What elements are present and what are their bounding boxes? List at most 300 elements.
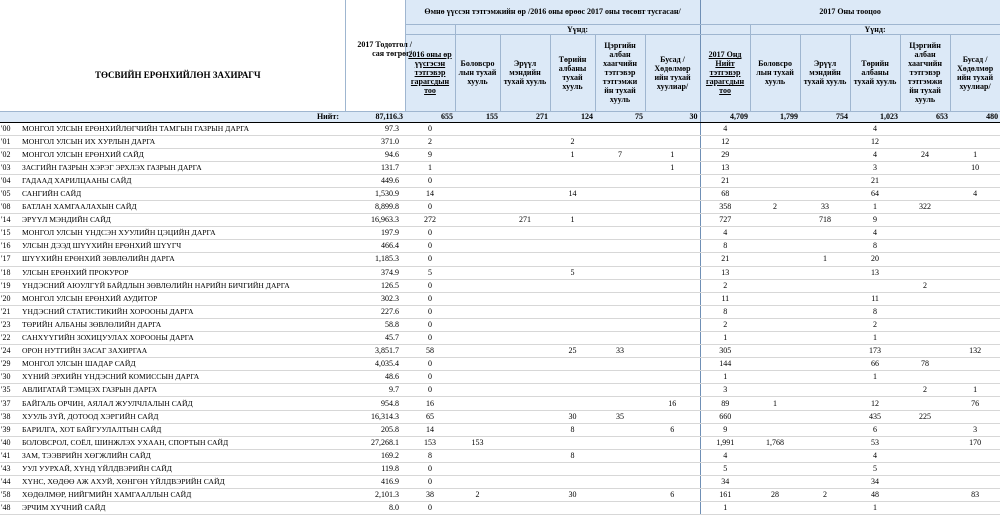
- row-current-1: 2: [750, 201, 800, 214]
- table-row: [0, 476, 1000, 489]
- table-row: [0, 122, 1000, 135]
- row-current-0: 68: [700, 187, 750, 200]
- row-prior-5: [645, 240, 700, 253]
- row-code: '22: [0, 332, 20, 345]
- row-prior-2: [500, 371, 550, 384]
- prior-civil-header: Төрийн албаны тухай хууль: [550, 34, 595, 111]
- row-current-0: 1: [700, 332, 750, 345]
- row-current-3: 4: [850, 148, 900, 161]
- row-current-2: [800, 187, 850, 200]
- row-prior-5: [645, 502, 700, 515]
- row-current-3: 66: [850, 358, 900, 371]
- row-name: МОНГОЛ УЛСЫН ЕРӨНХИЙЛӨГЧИЙН ТАМГЫН ГАЗРЫН ДАРГА: [20, 122, 345, 135]
- prior-sub-spacer: [405, 24, 455, 34]
- row-name: ХҮНС, ХӨДӨӨ АЖ АХУЙ, ХӨНГӨН ҮЙЛДВЭРИЙН САЙД: [20, 476, 345, 489]
- row-prior-3: [550, 436, 595, 449]
- row-prior-4: [595, 135, 645, 148]
- total-row: [0, 111, 1000, 122]
- row-current-1: [750, 502, 800, 515]
- row-code: '35: [0, 384, 20, 397]
- total-current-0: 4,709: [700, 111, 750, 122]
- row-current-1: [750, 253, 800, 266]
- row-prior-5: [645, 279, 700, 292]
- row-current-5: 83: [950, 489, 1000, 502]
- row-prior-5: 6: [645, 489, 700, 502]
- table-row: [0, 174, 1000, 187]
- row-code: '00: [0, 122, 20, 135]
- row-current-5: [950, 227, 1000, 240]
- row-current-2: 1: [800, 253, 850, 266]
- row-current-5: 76: [950, 397, 1000, 410]
- row-prior-0: 0: [405, 318, 455, 331]
- row-prior-5: [645, 201, 700, 214]
- row-current-2: [800, 423, 850, 436]
- row-name: БОЛОВСРОЛ, СОЁЛ, ШИНЖЛЭХ УХААН, СПОРТЫН САЙД: [20, 436, 345, 449]
- row-prior-3: [550, 358, 595, 371]
- row-prior-5: [645, 318, 700, 331]
- row-current-4: 322: [900, 201, 950, 214]
- row-current-0: 8: [700, 305, 750, 318]
- row-current-0: 2: [700, 318, 750, 331]
- row-budget: 1,185.3: [345, 253, 405, 266]
- row-prior-4: [595, 476, 645, 489]
- row-prior-3: [550, 476, 595, 489]
- row-code: '04: [0, 174, 20, 187]
- row-current-2: 718: [800, 214, 850, 227]
- row-prior-3: 25: [550, 345, 595, 358]
- row-current-2: [800, 122, 850, 135]
- row-current-1: 1,768: [750, 436, 800, 449]
- row-current-0: 1: [700, 371, 750, 384]
- row-prior-4: [595, 122, 645, 135]
- row-name: ЗАМ, ТЭЭВРИЙН ХӨГЖЛИЙН САЙД: [20, 449, 345, 462]
- row-prior-5: [645, 253, 700, 266]
- row-prior-1: [455, 305, 500, 318]
- row-current-5: [950, 462, 1000, 475]
- row-name: ҮНДЭСНИЙ АЮУЛГҮЙ БАЙДЛЫН ЗӨВЛӨЛИЙН НАРИЙН БИЧГИЙН ДАРГА: [20, 279, 345, 292]
- row-prior-3: 5: [550, 266, 595, 279]
- row-budget: 374.9: [345, 266, 405, 279]
- row-current-1: [750, 371, 800, 384]
- row-prior-4: [595, 201, 645, 214]
- row-current-1: [750, 384, 800, 397]
- row-current-2: [800, 397, 850, 410]
- row-current-1: [750, 135, 800, 148]
- row-prior-0: 65: [405, 410, 455, 423]
- row-prior-3: [550, 318, 595, 331]
- row-prior-1: [455, 358, 500, 371]
- row-budget: 16,963.3: [345, 214, 405, 227]
- row-current-4: [900, 174, 950, 187]
- current-other-header: Бусад /Хөдөлмөр ийн тухай хуулиар/: [950, 34, 1000, 111]
- row-current-4: 2: [900, 384, 950, 397]
- row-prior-4: [595, 305, 645, 318]
- row-current-4: [900, 502, 950, 515]
- row-prior-1: [455, 187, 500, 200]
- row-current-2: [800, 384, 850, 397]
- row-code: '30: [0, 371, 20, 384]
- table-row: [0, 502, 1000, 515]
- table-row: [0, 266, 1000, 279]
- row-current-0: 21: [700, 253, 750, 266]
- row-prior-3: 8: [550, 449, 595, 462]
- row-current-3: 9: [850, 214, 900, 227]
- row-name: МОНГОЛ УЛСЫН ЕРӨНХИЙ САЙД: [20, 148, 345, 161]
- row-prior-1: [455, 122, 500, 135]
- row-current-5: [950, 476, 1000, 489]
- row-prior-5: 1: [645, 148, 700, 161]
- row-code: '08: [0, 201, 20, 214]
- row-prior-2: [500, 449, 550, 462]
- row-current-2: [800, 227, 850, 240]
- row-current-3: 4: [850, 227, 900, 240]
- row-prior-2: [500, 227, 550, 240]
- row-prior-2: [500, 397, 550, 410]
- current-total-header: 2017 Онд Нийт тэтгэвэр гарагсдын тоо: [700, 34, 750, 111]
- row-budget: 2,101.3: [345, 489, 405, 502]
- row-name: УУЛ УУРХАЙ, ХҮНД ҮЙЛДВЭРИЙН САЙД: [20, 462, 345, 475]
- row-current-3: 34: [850, 476, 900, 489]
- row-prior-4: [595, 161, 645, 174]
- row-current-1: [750, 266, 800, 279]
- prior-total-header: 2016 оны өр үүсгэсэн тэтгэвэр гарагсдын тоо: [405, 34, 455, 111]
- row-prior-4: [595, 214, 645, 227]
- row-prior-0: 0: [405, 358, 455, 371]
- row-prior-0: 14: [405, 187, 455, 200]
- row-budget: 227.6: [345, 305, 405, 318]
- row-current-4: 225: [900, 410, 950, 423]
- row-prior-0: 0: [405, 305, 455, 318]
- row-current-1: [750, 410, 800, 423]
- row-name: ШҮҮХИЙН ЕРӨНХИЙ ЗӨВЛӨЛИЙН ДАРГА: [20, 253, 345, 266]
- row-current-5: 4: [950, 187, 1000, 200]
- row-current-1: [750, 214, 800, 227]
- prior-other-header: Бусад /Хөдөлмөр ийн тухай хуулиар/: [645, 34, 700, 111]
- total-current-2: 754: [800, 111, 850, 122]
- row-current-2: [800, 358, 850, 371]
- row-prior-5: [645, 214, 700, 227]
- row-current-2: [800, 332, 850, 345]
- row-current-0: 144: [700, 358, 750, 371]
- row-prior-2: 271: [500, 214, 550, 227]
- row-name: ЭРҮҮЛ МЭНДИЙН САЙД: [20, 214, 345, 227]
- row-current-4: [900, 161, 950, 174]
- row-prior-4: [595, 358, 645, 371]
- row-current-0: 660: [700, 410, 750, 423]
- row-current-1: [750, 148, 800, 161]
- row-prior-2: [500, 384, 550, 397]
- table-row: [0, 201, 1000, 214]
- row-current-2: [800, 292, 850, 305]
- row-prior-1: [455, 449, 500, 462]
- row-current-5: [950, 174, 1000, 187]
- row-code: '16: [0, 240, 20, 253]
- row-current-2: [800, 240, 850, 253]
- row-current-2: [800, 345, 850, 358]
- row-prior-1: [455, 332, 500, 345]
- row-prior-2: [500, 318, 550, 331]
- table-row: [0, 423, 1000, 436]
- total-current-1: 1,799: [750, 111, 800, 122]
- row-code: '02: [0, 148, 20, 161]
- table-row: [0, 332, 1000, 345]
- row-budget: 466.4: [345, 240, 405, 253]
- table-row: [0, 384, 1000, 397]
- row-name: БАТЛАН ХАМГААЛАХЫН САЙД: [20, 201, 345, 214]
- row-current-0: 8: [700, 240, 750, 253]
- row-prior-4: [595, 449, 645, 462]
- row-current-4: [900, 436, 950, 449]
- row-current-2: [800, 161, 850, 174]
- row-budget: 8.0: [345, 502, 405, 515]
- row-code: '19: [0, 279, 20, 292]
- row-name: ХҮНИЙ ЭРХИЙН ҮНДЭСНИЙ КОМИССЫН ДАРГА: [20, 371, 345, 384]
- row-current-3: 1: [850, 332, 900, 345]
- row-name: ГАДААД ХАРИЛЦААНЫ САЙД: [20, 174, 345, 187]
- prior-sub-header: Үүнд:: [455, 24, 700, 34]
- row-prior-3: [550, 279, 595, 292]
- row-prior-0: 1: [405, 161, 455, 174]
- table-row: [0, 240, 1000, 253]
- row-current-4: [900, 423, 950, 436]
- row-current-3: 13: [850, 266, 900, 279]
- row-name: АВЛИГАТАЙ ТЭМЦЭХ ГАЗРЫН ДАРГА: [20, 384, 345, 397]
- row-current-0: 1: [700, 502, 750, 515]
- table-row: [0, 436, 1000, 449]
- table-row: [0, 462, 1000, 475]
- row-name: ХӨДӨЛМӨР, НИЙГМИЙН ХАМГААЛЛЫН САЙД: [20, 489, 345, 502]
- row-prior-1: 2: [455, 489, 500, 502]
- row-current-1: [750, 318, 800, 331]
- row-name: ЗАСГИЙН ГАЗРЫН ХЭРЭГ ЭРХЛЭХ ГАЗРЫН ДАРГА: [20, 161, 345, 174]
- row-prior-3: 30: [550, 410, 595, 423]
- row-budget: 131.7: [345, 161, 405, 174]
- table-row: [0, 279, 1000, 292]
- row-current-1: 1: [750, 397, 800, 410]
- row-prior-1: [455, 292, 500, 305]
- row-prior-5: [645, 174, 700, 187]
- row-prior-3: [550, 227, 595, 240]
- row-current-0: 89: [700, 397, 750, 410]
- row-current-4: [900, 318, 950, 331]
- total-prior-1: 155: [455, 111, 500, 122]
- row-prior-4: [595, 371, 645, 384]
- row-current-0: 3: [700, 384, 750, 397]
- row-code: '05: [0, 187, 20, 200]
- row-code: '58: [0, 489, 20, 502]
- row-prior-2: [500, 279, 550, 292]
- row-prior-5: [645, 135, 700, 148]
- row-current-5: [950, 502, 1000, 515]
- row-prior-1: [455, 371, 500, 384]
- row-current-0: 4: [700, 449, 750, 462]
- row-prior-5: [645, 462, 700, 475]
- row-current-0: 4: [700, 122, 750, 135]
- row-prior-4: [595, 318, 645, 331]
- row-prior-0: 0: [405, 253, 455, 266]
- row-prior-2: [500, 174, 550, 187]
- row-current-4: [900, 371, 950, 384]
- row-current-5: 170: [950, 436, 1000, 449]
- row-current-2: 33: [800, 201, 850, 214]
- row-current-4: [900, 227, 950, 240]
- row-budget: 302.3: [345, 292, 405, 305]
- row-budget: 449.6: [345, 174, 405, 187]
- row-current-2: [800, 410, 850, 423]
- row-code: '38: [0, 410, 20, 423]
- row-current-1: [750, 240, 800, 253]
- row-prior-1: 153: [455, 436, 500, 449]
- row-prior-0: 58: [405, 345, 455, 358]
- row-budget: 126.5: [345, 279, 405, 292]
- row-prior-0: 0: [405, 174, 455, 187]
- row-budget: 416.9: [345, 476, 405, 489]
- row-prior-2: [500, 240, 550, 253]
- row-prior-0: 0: [405, 462, 455, 475]
- row-current-3: 435: [850, 410, 900, 423]
- row-prior-3: [550, 292, 595, 305]
- row-prior-4: [595, 462, 645, 475]
- row-current-1: [750, 122, 800, 135]
- total-budget: 87,116.3: [345, 111, 405, 122]
- row-prior-1: [455, 266, 500, 279]
- row-prior-0: 5: [405, 266, 455, 279]
- current-sub-header: Үүнд:: [750, 24, 1000, 34]
- table-row: [0, 449, 1000, 462]
- row-prior-5: [645, 187, 700, 200]
- row-prior-2: [500, 187, 550, 200]
- row-current-4: 2: [900, 279, 950, 292]
- row-current-4: [900, 187, 950, 200]
- row-current-3: 6: [850, 423, 900, 436]
- row-prior-1: [455, 397, 500, 410]
- row-current-3: 11: [850, 292, 900, 305]
- row-prior-3: [550, 384, 595, 397]
- row-prior-0: 16: [405, 397, 455, 410]
- row-current-4: [900, 305, 950, 318]
- row-prior-2: [500, 410, 550, 423]
- row-name: ХУУЛЬ ЗҮЙ, ДОТООД ХЭРГИЙН САЙД: [20, 410, 345, 423]
- total-current-5: 480: [950, 111, 1000, 122]
- row-current-5: [950, 240, 1000, 253]
- row-name: БАРИЛГА, ХОТ БАЙГУУЛАЛТЫН САЙД: [20, 423, 345, 436]
- row-prior-2: [500, 436, 550, 449]
- row-prior-1: [455, 345, 500, 358]
- row-budget: 48.6: [345, 371, 405, 384]
- row-current-3: 1: [850, 201, 900, 214]
- row-current-0: 161: [700, 489, 750, 502]
- row-prior-4: [595, 384, 645, 397]
- row-current-0: 727: [700, 214, 750, 227]
- row-prior-5: [645, 266, 700, 279]
- row-current-2: [800, 135, 850, 148]
- row-prior-1: [455, 410, 500, 423]
- row-prior-2: [500, 122, 550, 135]
- row-prior-0: 14: [405, 423, 455, 436]
- row-current-0: 305: [700, 345, 750, 358]
- row-current-2: [800, 266, 850, 279]
- row-current-2: [800, 148, 850, 161]
- row-prior-0: 0: [405, 476, 455, 489]
- row-current-0: 34: [700, 476, 750, 489]
- row-current-3: 1: [850, 371, 900, 384]
- row-current-4: [900, 397, 950, 410]
- row-prior-5: [645, 332, 700, 345]
- row-prior-5: [645, 371, 700, 384]
- table-row: [0, 214, 1000, 227]
- row-current-0: 13: [700, 266, 750, 279]
- row-current-4: [900, 266, 950, 279]
- row-prior-0: 2: [405, 135, 455, 148]
- row-current-3: 5: [850, 462, 900, 475]
- row-prior-3: [550, 161, 595, 174]
- prior-military-header: Цэргийн албан хаагчийн тэтгэвэр тэтгэмжи йн тухай хууль: [595, 34, 645, 111]
- row-prior-3: [550, 122, 595, 135]
- row-code: '48: [0, 502, 20, 515]
- row-prior-3: [550, 240, 595, 253]
- row-prior-2: [500, 135, 550, 148]
- row-budget: 58.8: [345, 318, 405, 331]
- row-current-5: [950, 201, 1000, 214]
- row-prior-3: 1: [550, 148, 595, 161]
- row-prior-4: [595, 187, 645, 200]
- row-prior-3: [550, 371, 595, 384]
- row-code: '03: [0, 161, 20, 174]
- row-current-5: [950, 449, 1000, 462]
- row-code: '24: [0, 345, 20, 358]
- row-name: МОНГОЛ УЛСЫН ҮНДСЭН ХУУЛИЙН ЦЭЦИЙН ДАРГА: [20, 227, 345, 240]
- row-current-2: [800, 371, 850, 384]
- total-current-3: 1,023: [850, 111, 900, 122]
- row-current-5: [950, 214, 1000, 227]
- table-row: [0, 161, 1000, 174]
- row-prior-2: [500, 292, 550, 305]
- row-budget: 94.6: [345, 148, 405, 161]
- row-prior-0: 8: [405, 449, 455, 462]
- row-name: МОНГОЛ УЛСЫН ШАДАР САЙД: [20, 358, 345, 371]
- row-budget: 8,899.8: [345, 201, 405, 214]
- row-current-4: [900, 135, 950, 148]
- row-prior-3: [550, 397, 595, 410]
- row-prior-3: [550, 305, 595, 318]
- row-code: '37: [0, 397, 20, 410]
- row-current-2: [800, 436, 850, 449]
- row-current-5: [950, 358, 1000, 371]
- total-label: Нийт:: [0, 111, 345, 122]
- row-prior-1: [455, 135, 500, 148]
- row-prior-2: [500, 462, 550, 475]
- current-edu-header: Боловсро лын тухай хууль: [750, 34, 800, 111]
- row-prior-5: [645, 449, 700, 462]
- row-budget: 27,268.1: [345, 436, 405, 449]
- row-prior-4: 33: [595, 345, 645, 358]
- row-prior-0: 0: [405, 502, 455, 515]
- row-prior-4: [595, 332, 645, 345]
- row-prior-2: [500, 423, 550, 436]
- row-current-0: 13: [700, 161, 750, 174]
- row-current-3: 4: [850, 449, 900, 462]
- row-current-2: [800, 279, 850, 292]
- row-code: '40: [0, 436, 20, 449]
- row-current-3: 12: [850, 397, 900, 410]
- row-current-5: 3: [950, 423, 1000, 436]
- row-code: '15: [0, 227, 20, 240]
- row-current-0: 5: [700, 462, 750, 475]
- row-current-0: 12: [700, 135, 750, 148]
- budget-col-header: 2017 Тодотгол /сая төгрөг/: [357, 40, 412, 58]
- row-current-3: 4: [850, 122, 900, 135]
- row-prior-0: 0: [405, 371, 455, 384]
